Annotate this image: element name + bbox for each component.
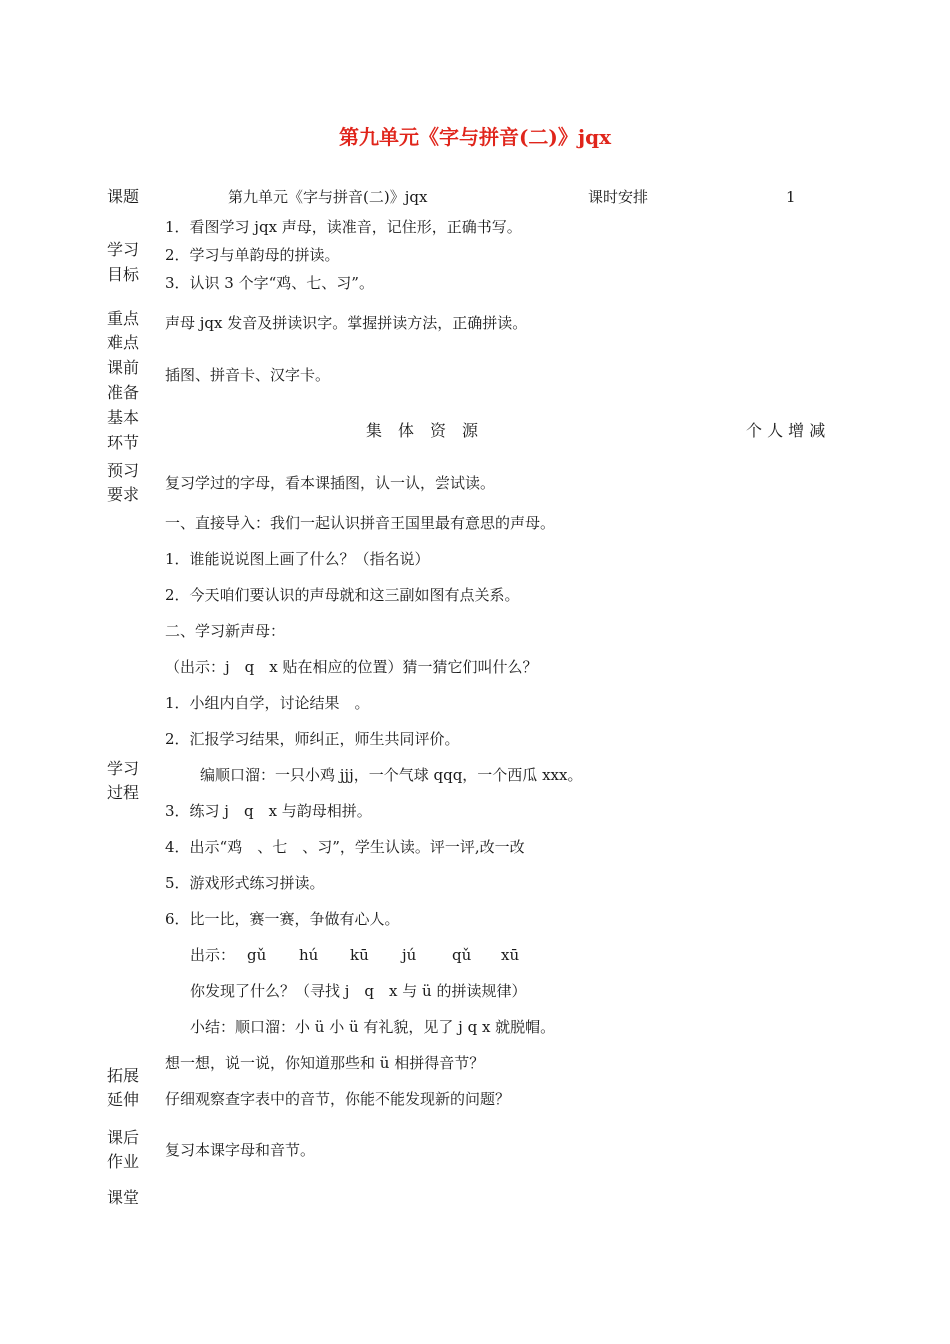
classroom-label: 课堂 (107, 1188, 140, 1207)
goals-label-2: 目标 (107, 265, 140, 284)
topic-value: 第九单元《字与拼音(二)》jqx (228, 188, 428, 206)
process-line: 1．谁能说说图上画了什么？（指名说） (165, 550, 430, 568)
process-label-1: 学习 (107, 759, 140, 778)
key-points-label-1: 重点 (107, 309, 140, 328)
process-line: （出示：j q x 贴在相应的位置）猜一猜它们叫什么？ (165, 658, 538, 676)
extension-label-1: 拓展 (107, 1066, 140, 1085)
process-line: 一、直接导入：我们一起认识拼音王国里最有意思的声母。 (165, 514, 556, 532)
show-label: 出示： (190, 946, 236, 964)
pinyin-syllable: hú (299, 946, 319, 964)
preview-label-1: 预习 (107, 461, 140, 480)
preparation-text: 插图、拼音卡、汉字卡。 (165, 366, 331, 384)
process-label-2: 过程 (107, 783, 140, 802)
goals-label-1: 学习 (107, 240, 140, 259)
topic-label: 课题 (107, 187, 140, 206)
pinyin-row (247, 945, 531, 965)
preview-text: 复习学过的字母，看本课插图，认一认，尝试读。 (165, 474, 496, 492)
extension-line: 仔细观察查字表中的音节，你能不能发现新的问题？ (165, 1090, 511, 1108)
process-line: 二、学习新声母： (165, 622, 286, 640)
key-points-text: 声母 jqx 发音及拼读识字。掌握拼读方法，正确拼读。 (165, 314, 528, 332)
sections-label-1: 基本 (107, 408, 140, 427)
preview-label-2: 要求 (107, 485, 140, 504)
homework-label-1: 课后 (107, 1128, 140, 1147)
goal-item: 1．看图学习 jqx 声母，读准音，记住形，正确书写。 (165, 218, 522, 236)
process-line: 6．比一比，赛一赛，争做有心人。 (165, 910, 400, 928)
goal-item: 2．学习与单韵母的拼读。 (165, 246, 340, 264)
document-title: 第九单元《字与拼音(二)》jqx (338, 125, 612, 149)
preparation-label-1: 课前 (107, 358, 140, 377)
schedule-label: 课时安排 (588, 188, 649, 206)
process-line: 编顺口溜：一只小鸡 jjj，一个气球 qqq，一个西瓜 xxx。 (200, 766, 583, 784)
extension-label-2: 延伸 (107, 1090, 140, 1109)
key-points-label-2: 难点 (107, 333, 140, 352)
pinyin-syllable: jú (402, 946, 417, 964)
schedule-value: 1 (786, 188, 796, 206)
pinyin-syllable: xū (501, 946, 520, 964)
preparation-label-2: 准备 (107, 383, 140, 402)
homework-text: 复习本课字母和音节。 (165, 1141, 316, 1159)
discover-line: 你发现了什么？（寻找 j q x 与 ü 的拼读规律） (190, 982, 527, 1000)
pinyin-syllable: qǔ (452, 946, 472, 964)
personal-adjustments-heading: 个 人 增 减 (746, 421, 826, 440)
extension-line: 想一想，说一说，你知道那些和 ü 相拼得音节？ (165, 1054, 485, 1072)
process-line: 2．今天咱们要认识的声母就和这三副如图有点关系。 (165, 586, 520, 604)
process-line: 1．小组内自学，讨论结果 。 (165, 694, 370, 712)
homework-label-2: 作业 (107, 1152, 140, 1171)
collective-resources-heading: 集 体 资 源 (366, 421, 479, 440)
pinyin-syllable: kū (350, 946, 369, 964)
process-line: 5．游戏形式练习拼读。 (165, 874, 325, 892)
process-line: 3．练习 j q x 与韵母相拼。 (165, 802, 372, 820)
summary-line: 小结：顺口溜：小 ü 小 ü 有礼貌，见了 j q x 就脱帽。 (190, 1018, 556, 1036)
pinyin-syllable: gǔ (247, 946, 267, 964)
sections-label-2: 环节 (107, 433, 140, 452)
goal-item: 3．认识 3 个字“鸡、七、习”。 (165, 274, 374, 292)
process-line: 4．出示“鸡 、七 、习”，学生认读。评一评,改一改 (165, 838, 525, 856)
process-line: 2．汇报学习结果，师纠正，师生共同评价。 (165, 730, 460, 748)
